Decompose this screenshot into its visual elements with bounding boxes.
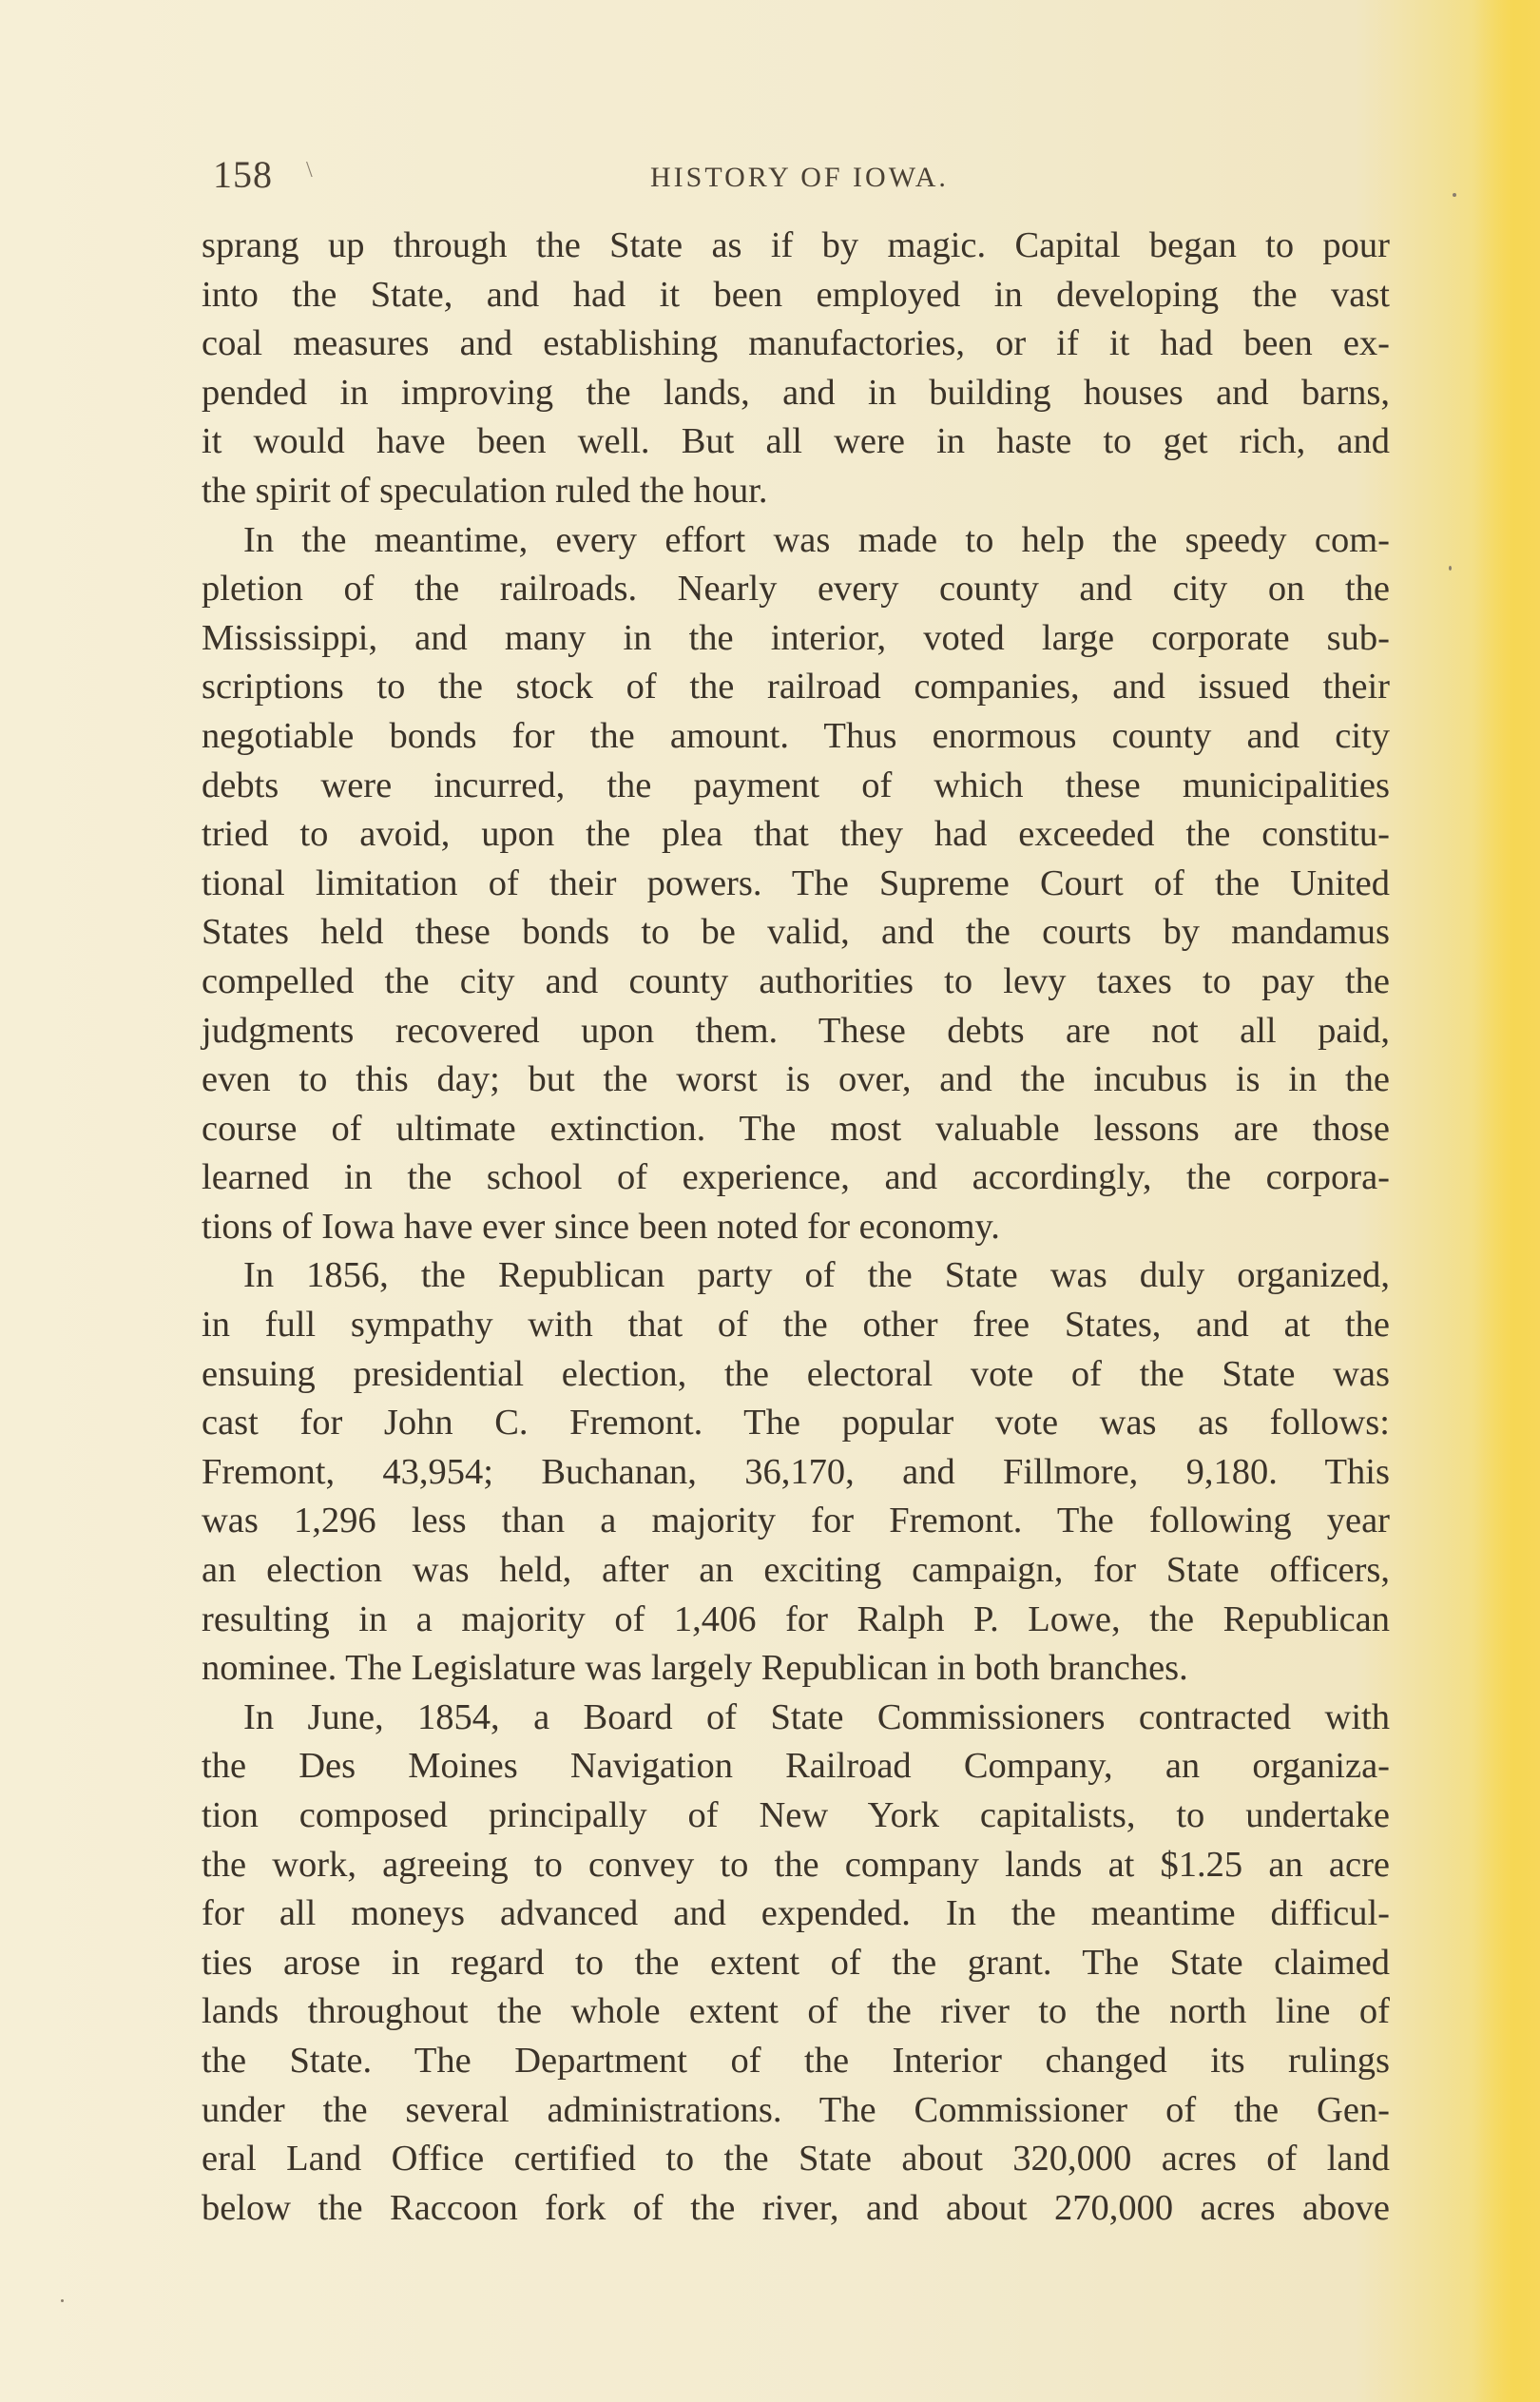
text-line: Mississippi, and many in the interior, voted large corporate sub- xyxy=(202,617,1390,658)
text-line: learned in the school of experience, and accordingly, the corpora- xyxy=(202,1157,1390,1198)
paper-speck xyxy=(61,2299,64,2302)
text-line: negotiable bonds for the amount. Thus enormous county and city xyxy=(202,715,1390,756)
text-line: tional limitation of their powers. The Supreme Court of the United xyxy=(202,862,1390,903)
text-line: Fremont, 43,954; Buchanan, 36,170, and Fillmore, 9,180. This xyxy=(202,1451,1390,1492)
text-line: In the meantime, every effort was made to help the speedy com- xyxy=(243,519,1390,560)
text-line: the work, agreeing to convey to the company lands at $1.25 an acre xyxy=(202,1844,1390,1885)
text-line: below the Raccoon fork of the river, and about 270,000 acres above xyxy=(202,2187,1390,2228)
text-line: coal measures and establishing manufactories, or if it had been ex- xyxy=(202,323,1390,364)
text-line: it would have been well. But all were in haste to get rich, and xyxy=(202,421,1390,462)
text-line: was 1,296 less than a majority for Fremont. The following year xyxy=(202,1501,1390,1541)
paper-speck xyxy=(1449,566,1452,571)
paper-speck xyxy=(1453,193,1456,197)
text-line: cast for John C. Fremont. The popular vote was as follows: xyxy=(202,1403,1390,1443)
text-line: tions of Iowa have ever since been noted for economy. xyxy=(202,1206,1000,1247)
text-line: nominee. The Legislature was largely Republican in both branches. xyxy=(202,1648,1188,1689)
text-line: tried to avoid, upon the plea that they had exceeded the constitu- xyxy=(202,814,1390,855)
body-text xyxy=(202,222,1390,2233)
text-line: pended in improving the lands, and in building houses and barns, xyxy=(202,372,1390,413)
text-line: even to this day; but the worst is over, and the incubus is in the xyxy=(202,1059,1390,1100)
page-number: 158 xyxy=(213,153,273,196)
text-line: tion composed principally of New York capitalists, to undertake xyxy=(202,1795,1390,1835)
text-line: debts were incurred, the payment of which these municipalities xyxy=(202,765,1390,805)
page-header xyxy=(213,152,1392,209)
text-line: ties arose in regard to the extent of the grant. The State claimed xyxy=(202,1942,1390,1983)
text-line: sprang up through the State as if by magic. Capital began to pour xyxy=(202,225,1390,265)
text-line: the State. The Department of the Interior changed its rulings xyxy=(202,2040,1390,2081)
text-line: the spirit of speculation ruled the hour. xyxy=(202,470,768,511)
text-line: an election was held, after an exciting campaign, for State officers, xyxy=(202,1550,1390,1591)
text-line: into the State, and had it been employed in developing the vast xyxy=(202,274,1390,315)
text-line: States held these bonds to be valid, and the courts by mandamus xyxy=(202,912,1390,953)
text-line: ensuing presidential election, the electoral vote of the State was xyxy=(202,1353,1390,1394)
text-line: lands throughout the whole extent of the river to the north line of xyxy=(202,1991,1390,2032)
text-line: compelled the city and county authorities to levy taxes to pay the xyxy=(202,960,1390,1001)
text-line: In 1856, the Republican party of the State was duly organized, xyxy=(243,1255,1390,1296)
text-line: resulting in a majority of 1,406 for Ralph P. Lowe, the Republican xyxy=(202,1598,1390,1639)
running-head: HISTORY OF IOWA. xyxy=(650,162,949,193)
text-line: in full sympathy with that of the other free States, and at the xyxy=(202,1305,1390,1346)
text-line: scriptions to the stock of the railroad companies, and issued their xyxy=(202,667,1390,707)
text-line: judgments recovered upon them. These debts are not all paid, xyxy=(202,1010,1390,1051)
page-number-mark: \ xyxy=(306,158,313,183)
text-line: the Des Moines Navigation Railroad Company, an organiza- xyxy=(202,1746,1390,1787)
page-edge-discoloration xyxy=(1473,0,1540,2402)
text-line: for all moneys advanced and expended. In the meantime difficul- xyxy=(202,1893,1390,1934)
text-line: under the several administrations. The Commissioner of the Gen- xyxy=(202,2089,1390,2130)
text-line: pletion of the railroads. Nearly every county and city on the xyxy=(202,569,1390,610)
text-line: eral Land Office certified to the State about 320,000 acres of land xyxy=(202,2139,1390,2179)
text-line: course of ultimate extinction. The most valuable lessons are those xyxy=(202,1108,1390,1149)
text-line: In June, 1854, a Board of State Commissioners contracted with xyxy=(243,1696,1390,1737)
